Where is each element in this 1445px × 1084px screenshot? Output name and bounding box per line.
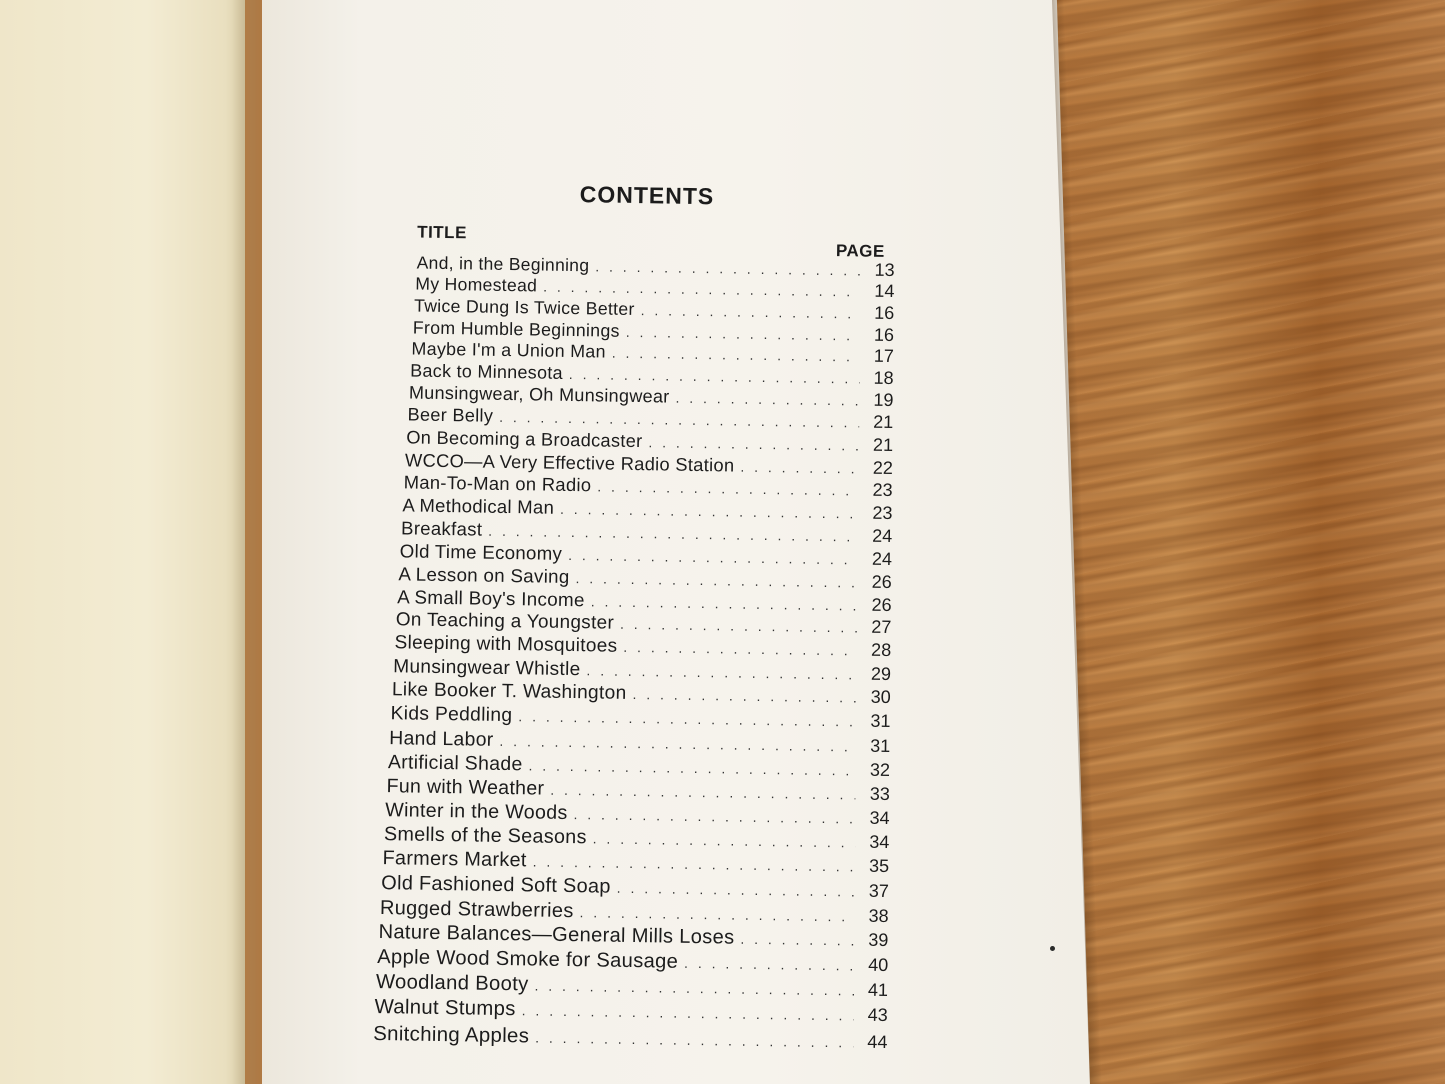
dot-leader	[499, 733, 856, 755]
entry-page-number: 28	[870, 639, 892, 661]
entry-title: A Methodical Man	[402, 494, 555, 518]
entry-page-number: 29	[870, 663, 892, 684]
dot-leader	[597, 479, 859, 499]
entry-page-number: 21	[873, 412, 894, 433]
entry-page-number: 43	[867, 1005, 888, 1026]
page-column-header: PAGE	[835, 241, 885, 261]
entry-title: Munsingwear Whistle	[393, 655, 581, 680]
dot-leader	[632, 686, 856, 706]
dot-leader	[522, 1003, 854, 1024]
dot-leader	[575, 570, 857, 590]
dot-leader	[612, 345, 860, 365]
dot-leader	[568, 547, 858, 568]
entry-title: Apple Wood Smoke for Sausage	[377, 946, 679, 973]
entry-title: Artificial Shade	[387, 750, 523, 775]
entry-page-number: 37	[868, 880, 890, 901]
entry-page-number: 24	[872, 525, 893, 546]
entry-page-number: 35	[868, 856, 890, 877]
dot-leader	[740, 459, 859, 477]
dot-leader	[620, 616, 858, 636]
entry-title: Man-To-Man on Radio	[403, 471, 592, 496]
entry-page-number: 41	[867, 979, 889, 1001]
dot-leader	[595, 258, 861, 278]
entry-page-number: 18	[873, 367, 894, 389]
dot-leader	[550, 781, 856, 802]
entry-page-number: 30	[870, 686, 891, 708]
entry-title: Snitching Apples	[373, 1021, 530, 1047]
entry-title: Nature Balances—General Mills Loses	[378, 921, 735, 949]
entry-page-number: 26	[871, 594, 892, 615]
entry-title: Winter in the Woods	[385, 798, 568, 824]
entry-page-number: 23	[872, 480, 893, 501]
entry-title: A Small Boy's Income	[397, 585, 585, 610]
entry-page-number: 31	[870, 710, 891, 731]
table-speck	[1050, 946, 1055, 951]
entry-title: Twice Dung Is Twice Better	[413, 295, 635, 319]
entry-title: Old Time Economy	[399, 539, 563, 564]
entry-title: WCCO—A Very Effective Radio Station	[404, 449, 735, 476]
entry-title: Smells of the Seasons	[383, 823, 587, 849]
entry-title: Old Fashioned Soft Soap	[381, 871, 611, 898]
entry-title: Maybe I'm a Union Man	[411, 338, 606, 362]
entry-title: My Homestead	[415, 273, 538, 296]
dot-leader	[573, 806, 855, 826]
entry-page-number: 23	[872, 502, 893, 524]
entry-title: Fun with Weather	[386, 774, 545, 800]
entry-page-number: 38	[868, 905, 889, 926]
dot-leader	[586, 662, 857, 682]
dot-leader	[740, 931, 854, 949]
entry-title: And, in the Beginning	[416, 252, 590, 276]
dot-leader	[675, 390, 859, 409]
entry-title: Beer Belly	[407, 404, 494, 427]
entry-page-number: 16	[874, 302, 895, 323]
entry-title: Rugged Strawberries	[379, 896, 574, 922]
entry-title: A Lesson on Saving	[398, 562, 570, 587]
entry-page-number: 26	[871, 571, 892, 592]
title-column-header: TITLE	[417, 222, 468, 243]
dot-leader	[623, 639, 857, 659]
entry-title: Walnut Stumps	[374, 996, 516, 1021]
dot-leader	[569, 366, 860, 387]
dot-leader	[641, 302, 861, 321]
dot-leader	[534, 978, 854, 999]
entry-title: Woodland Booty	[375, 971, 529, 996]
dot-leader	[617, 880, 855, 900]
entry-page-number: 34	[869, 807, 890, 828]
entry-page-number: 24	[871, 548, 893, 569]
entry-page-number: 13	[874, 259, 895, 281]
dot-leader	[499, 409, 859, 431]
entry-page-number: 44	[867, 1031, 888, 1052]
entry-page-number: 31	[870, 735, 891, 756]
entry-title: Kids Peddling	[390, 702, 513, 726]
entry-title: Like Booker T. Washington	[391, 679, 627, 705]
dot-leader	[591, 593, 858, 613]
entry-page-number: 27	[871, 616, 892, 637]
left-facing-page	[0, 0, 245, 1084]
contents-heading: CONTENTS	[579, 181, 715, 210]
dot-leader	[560, 501, 859, 522]
dot-leader	[528, 757, 856, 778]
dot-leader	[648, 434, 859, 453]
entry-page-number: 14	[874, 281, 895, 302]
dot-leader	[626, 323, 860, 343]
entry-title: Munsingwear, Oh Munsingwear	[408, 382, 670, 407]
entry-title: On Becoming a Broadcaster	[406, 426, 643, 451]
entry-title: Back to Minnesota	[410, 360, 564, 384]
dot-leader	[579, 904, 854, 924]
entry-page-number: 22	[872, 457, 893, 478]
entry-page-number: 21	[872, 434, 894, 455]
entry-page-number: 40	[868, 954, 889, 976]
entry-title: From Humble Beginnings	[412, 317, 620, 341]
entry-title: Hand Labor	[389, 726, 494, 751]
entry-page-number: 33	[869, 783, 890, 804]
entry-page-number: 34	[869, 831, 890, 853]
entry-page-number: 39	[868, 930, 889, 951]
dot-leader	[593, 830, 856, 850]
entry-title: Sleeping with Mosquitoes	[394, 632, 618, 657]
entry-title: On Teaching a Youngster	[395, 609, 615, 634]
dot-leader	[533, 854, 856, 875]
entry-page-number: 16	[873, 324, 895, 345]
entry-page-number: 17	[873, 346, 894, 367]
dot-leader	[543, 279, 860, 300]
dot-leader	[684, 955, 854, 974]
entry-title: Breakfast	[400, 517, 483, 540]
dot-leader	[488, 522, 858, 544]
dot-leader	[518, 708, 856, 729]
entry-page-number: 19	[873, 389, 894, 411]
entry-page-number: 32	[869, 759, 891, 780]
entry-title: Farmers Market	[382, 847, 527, 872]
